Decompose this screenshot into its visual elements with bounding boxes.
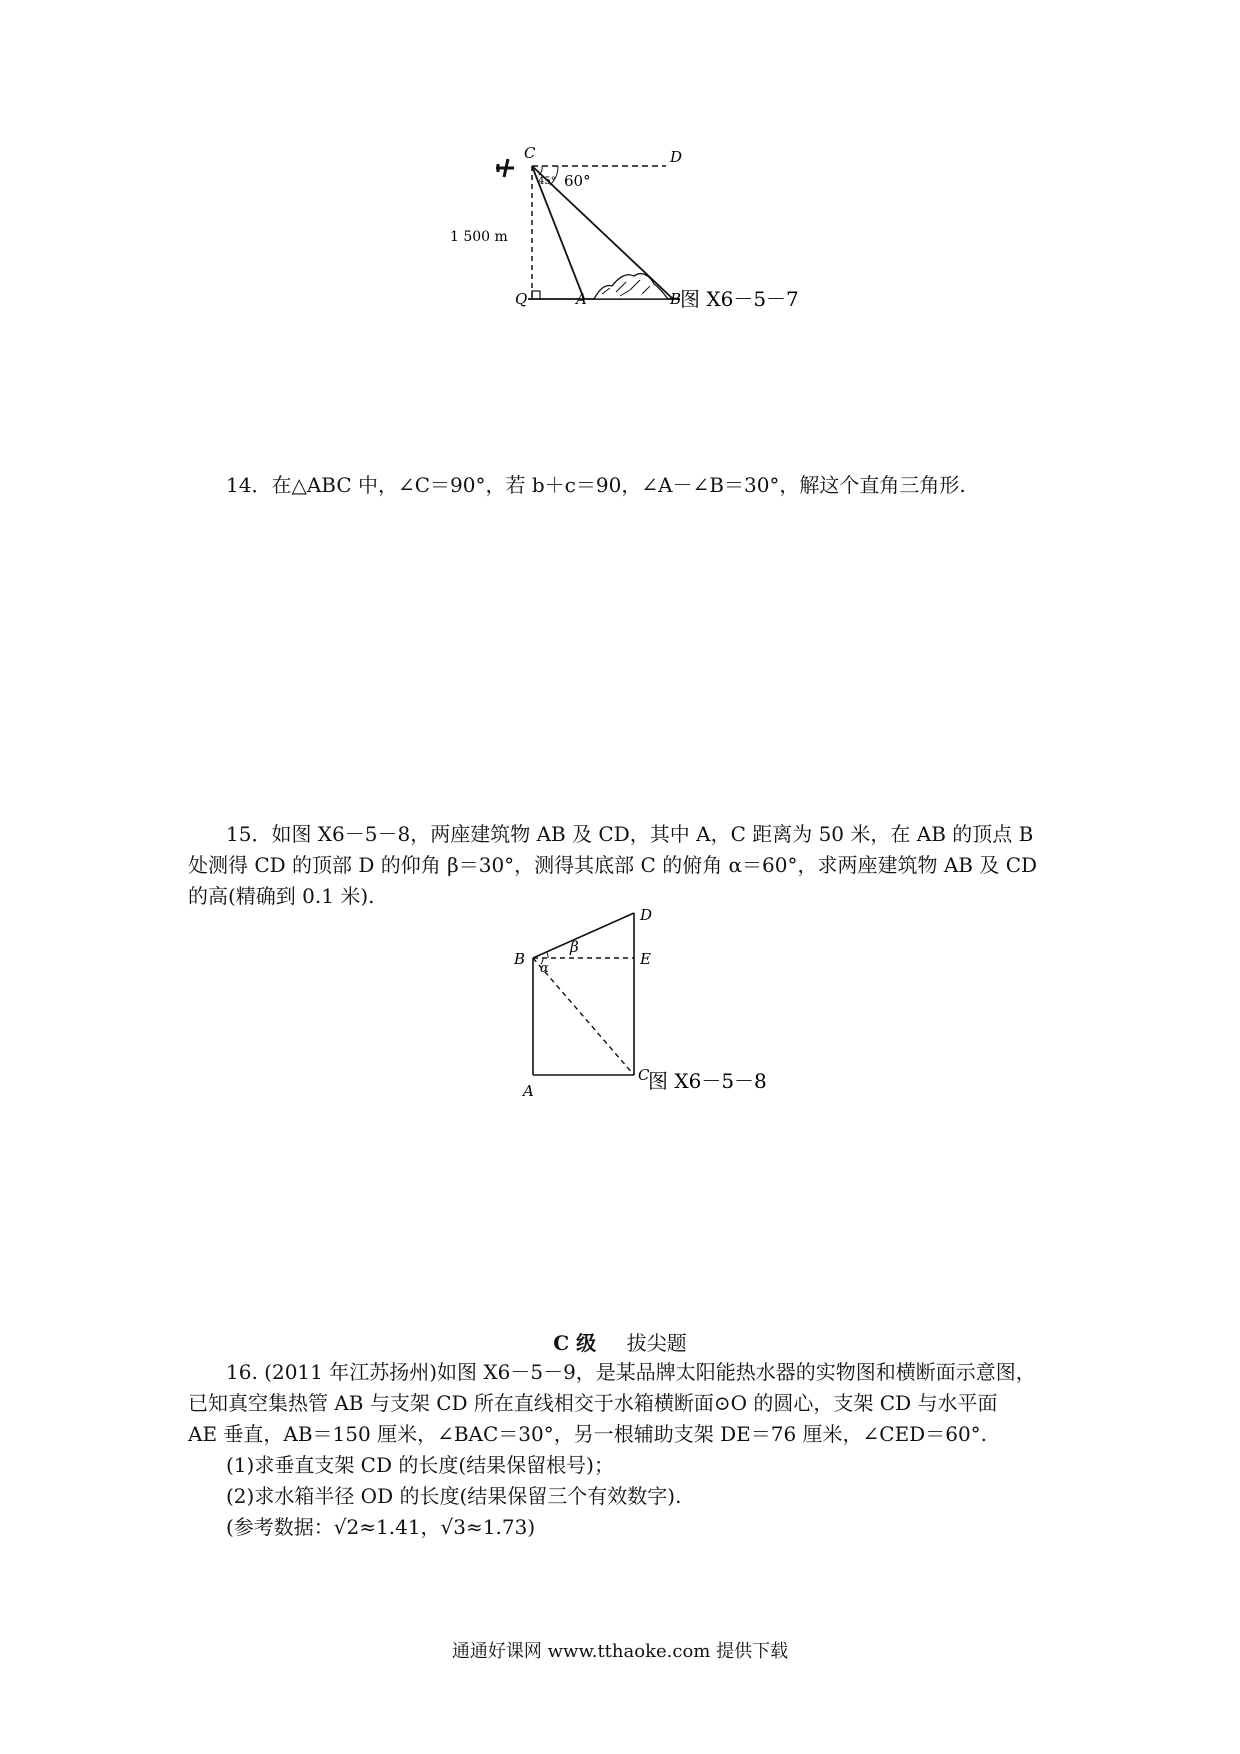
label-a: A bbox=[576, 290, 587, 308]
beta-label: β bbox=[570, 938, 579, 956]
label-a: A bbox=[523, 1082, 534, 1100]
height-label: 1 500 m bbox=[450, 229, 508, 245]
problem-15-line-1: 15．如图 X6－5－8，两座建筑物 AB 及 CD，其中 A，C 距离为 50 米，在 AB 的顶点 B bbox=[226, 822, 1034, 846]
angle-45-label: 45° bbox=[538, 176, 556, 187]
footer-text: 通通好课网 www.tthaoke.com 提供下载 bbox=[451, 1641, 789, 1662]
label-b: B bbox=[514, 950, 526, 968]
label-d: D bbox=[670, 148, 683, 166]
alpha-label: α bbox=[540, 961, 549, 976]
section-c-subtitle: 拔尖题 bbox=[626, 1331, 687, 1355]
line-bd bbox=[533, 913, 634, 958]
problem-16-line-5: (2)求水箱半径 OD 的长度(结果保留三个有效数字). bbox=[226, 1484, 682, 1508]
problem-16-line-2: 已知真空集热管 AB 与支架 CD 所在直线相交于水箱横断面⊙O 的圆心，支架 CD 与水平面 bbox=[188, 1391, 998, 1415]
problem-14 bbox=[188, 470, 1068, 501]
label-c: C bbox=[524, 144, 536, 162]
problem-14-text: 14．在△ABC 中，∠C＝90°，若 b＋c＝90，∠A－∠B＝30°，解这个直角三角形. bbox=[226, 473, 966, 497]
problem-16 bbox=[188, 1357, 1068, 1543]
problem-16-line-4: (1)求垂直支架 CD 的长度(结果保留根号)； bbox=[226, 1453, 614, 1477]
label-q: Q bbox=[515, 290, 528, 308]
section-c-title: C 级 bbox=[553, 1331, 597, 1355]
problem-15-line-3: 的高(精确到 0.1 米). bbox=[188, 884, 375, 908]
right-angle-mark bbox=[532, 291, 540, 299]
airplane-icon bbox=[496, 159, 514, 177]
problem-16-line-3: AE 垂直，AB＝150 厘米，∠BAC＝30°，另一根辅助支架 DE＝76 厘米，∠CED＝60°. bbox=[188, 1422, 988, 1446]
label-b: B bbox=[670, 290, 682, 308]
problem-15 bbox=[188, 819, 1068, 912]
figure-7-caption: 图 X6－5－7 bbox=[680, 287, 799, 311]
problem-16-line-6: (参考数据：√2≈1.41，√3≈1.73) bbox=[226, 1515, 536, 1539]
footer bbox=[0, 1637, 1240, 1663]
label-c: C bbox=[638, 1066, 650, 1084]
problem-16-line-1: 16. (2011 年江苏扬州)如图 X6－5－9，是某品牌太阳能热水器的实物图和横断面示意图， bbox=[226, 1360, 1036, 1384]
label-e: E bbox=[640, 950, 651, 968]
figure-x6-5-7 bbox=[450, 138, 830, 316]
figure-8-caption: 图 X6－5－8 bbox=[648, 1069, 767, 1093]
label-d: D bbox=[640, 906, 653, 924]
hill-shape bbox=[594, 274, 668, 299]
section-c-heading bbox=[0, 1327, 1240, 1356]
figure-x6-5-8 bbox=[510, 908, 800, 1108]
angle-60-label: 60° bbox=[564, 172, 591, 190]
problem-15-line-2: 处测得 CD 的顶部 D 的仰角 β＝30°，测得其底部 C 的俯角 α＝60°，求两座建筑物 AB 及 CD bbox=[188, 853, 1038, 877]
